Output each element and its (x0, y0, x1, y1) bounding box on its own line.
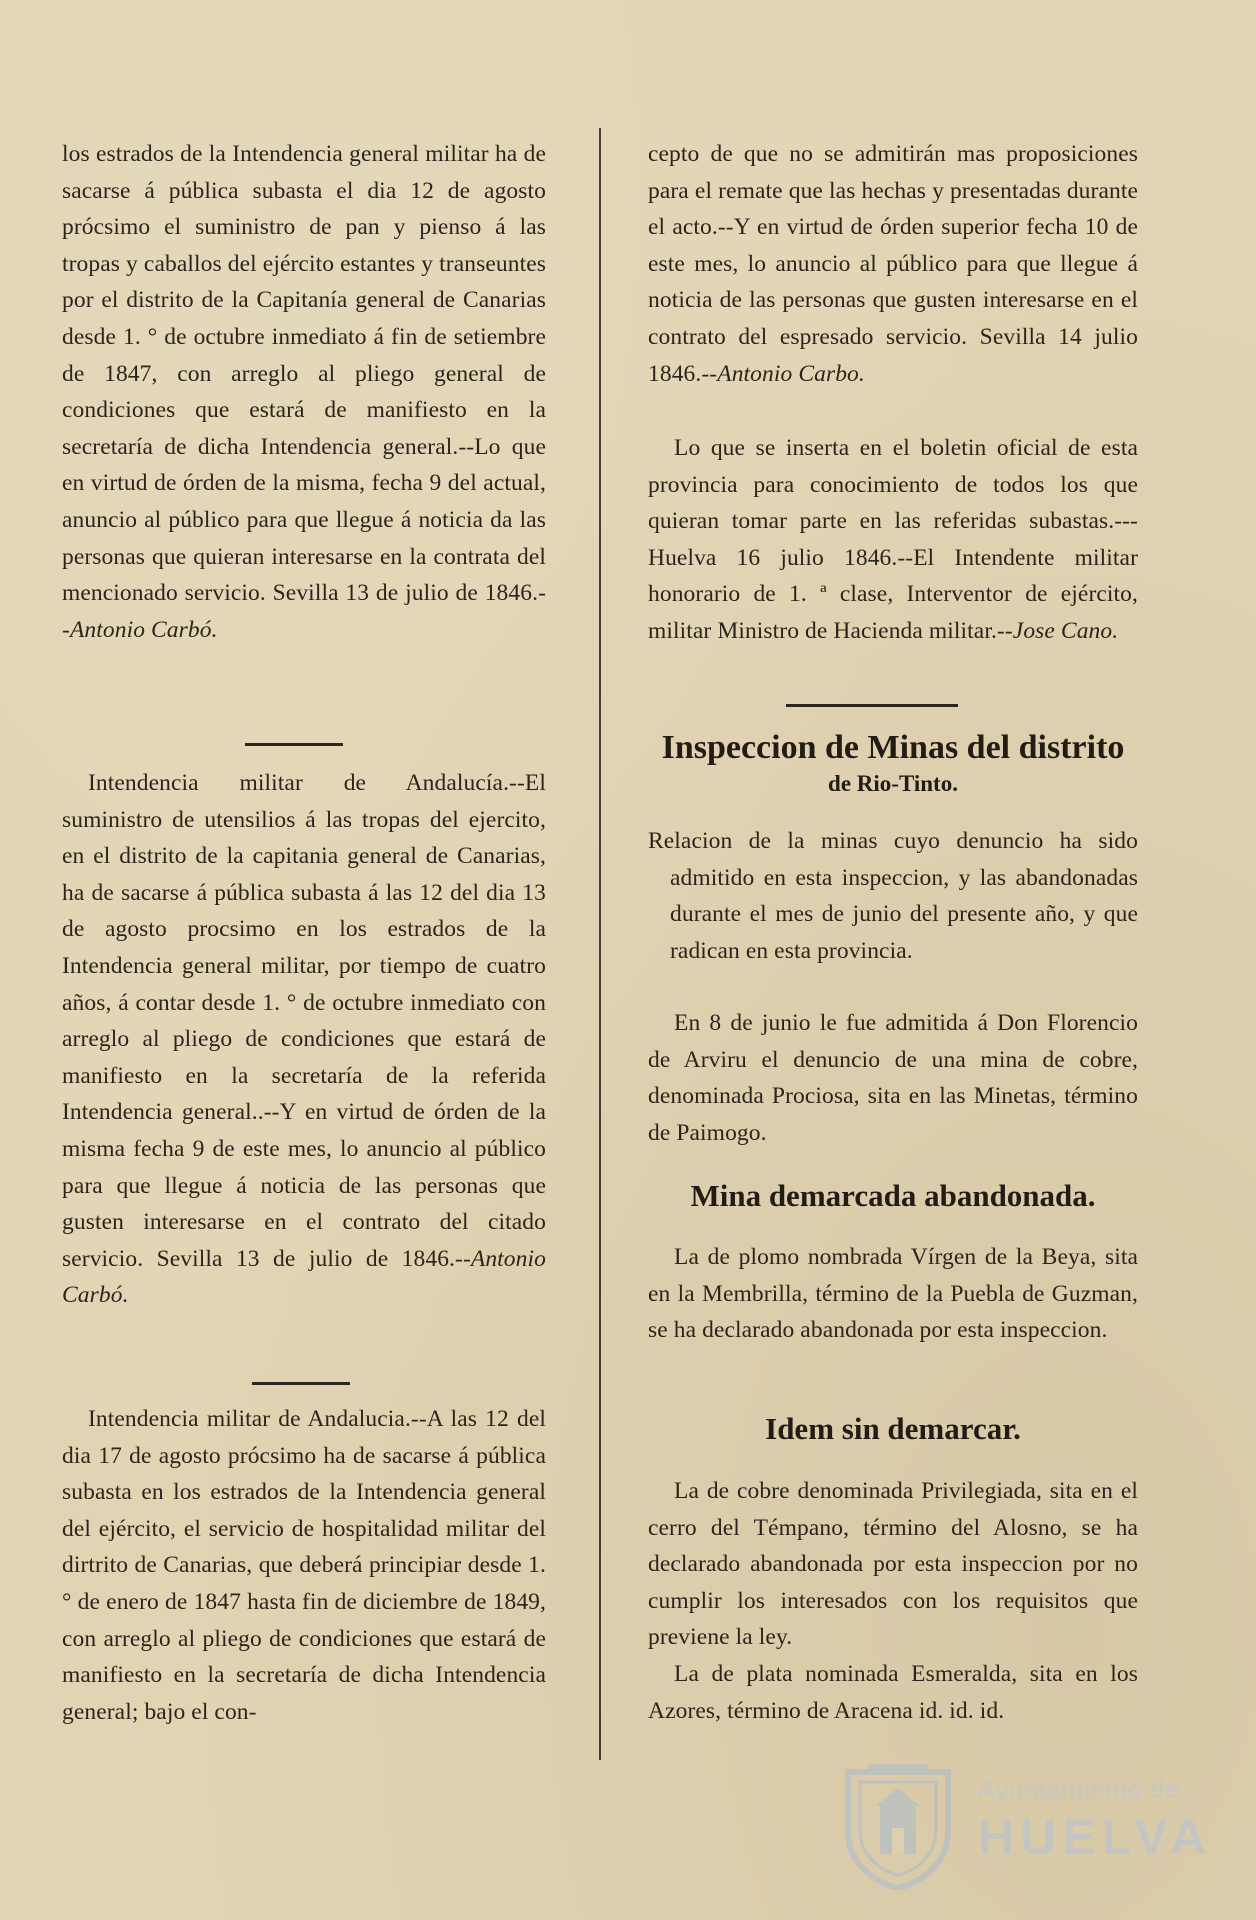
notice-paragraph (62, 136, 546, 648)
left-column (62, 0, 546, 1920)
watermark-title: HUELVA (978, 1809, 1213, 1865)
watermark-subtitle: Ayuntamiento de (978, 1774, 1181, 1804)
section-heading: Inspeccion de Minas del distrito (661, 729, 1125, 766)
section-separator (245, 743, 343, 746)
mine-entry-paragraph: En 8 de junio le fue admitida á Don Florencio de Arviru el denuncio de una mina de cobre, denominada Prociosa, sita en las Minetas, término de Paimogo. (648, 1010, 1138, 1146)
signature: Antonio Carbó. (62, 1245, 546, 1309)
notice-text: Lo que se inserta en el boletin oficial de esta provincia para conocimiento de todos los que quieran tomar parte en las referidas subastas.---Huelva 16 julio 1846.--El Intendente militar honorario de 1. ª clase, Interventor de ejército, militar Ministro de Hacienda militar.-- (648, 435, 1138, 644)
section-subheading: de Rio-Tinto. (828, 771, 958, 796)
section-separator (252, 1382, 350, 1385)
right-column (648, 0, 1138, 1920)
notice-paragraph (648, 136, 1138, 392)
watermark (838, 1762, 1213, 1890)
column-divider (599, 128, 601, 1760)
section-heading: Idem sin demarcar. (765, 1411, 1021, 1446)
mine-entry-paragraph: La de plomo nombrada Vírgen de la Beya, sita en la Membrilla, término de la Puebla de Guzman, se ha declarado abandonada por esta inspeccion. (648, 1244, 1138, 1344)
signature: Antonio Carbó. (69, 616, 218, 643)
notice-text: Intendencia militar de Andalucía.--El suministro de utensilios á las tropas del ejercito, en el distrito de la capitania general de Canarias, ha de sacarse á pública subasta á las 12 del dia 13 de agosto procsimo en los estrados de la Intendencia general militar, por tiempo de cuatro años, á contar desde 1. ° de octubre inmediato con arreglo al pliego de condiciones que estará de manifiesto en la secretaría de la referida Intendencia general..--Y en virtud de órden de la misma fecha 9 de este mes, lo anuncio al público para que llegue á noticia de las personas que gusten interesarse en el contrato del citado servicio. Sevilla 13 de julio de 1846.-- (62, 770, 546, 1272)
notice-paragraph (62, 765, 546, 1314)
notice-paragraph: Intendencia militar de Andalucia.--A las 12 del dia 17 de agosto prócsimo ha de sacarse á pública subasta en los estrados de la Intendencia general del ejército, el servicio de hospitalidad militar del dirtrito de Canarias, que deberá principiar desde 1. ° de enero de 1847 hasta fin de diciembre de 1849, con arreglo al pliego de condiciones que estará de manifiesto en la secretaría de dicha Intendencia general; bajo el con- (62, 1406, 546, 1725)
mines-intro-paragraph: Relacion de la minas cuyo denuncio ha sido admitido en esta inspeccion, y las abandonadas durante el mes de junio del presente año, y que radican en esta provincia. (648, 828, 1138, 964)
mine-entry-paragraph: La de plata nominada Esmeralda, sita en los Azores, término de Aracena id. id. id. (648, 1661, 1138, 1724)
signature: Antonio Carbo. (717, 360, 865, 387)
section-heading: Mina demarcada abandonada. (690, 1178, 1096, 1213)
city-crest-icon (838, 1762, 958, 1890)
notice-text: los estrados de la Intendencia general militar ha de sacarse á pública subasta el dia 12 de agosto prócsimo el suministro de pan y pienso á las tropas y caballos del ejército estantes y transeuntes por el distrito de la Capitanía general de Canarias desde 1. ° de octubre inmediato á fin de setiembre de 1847, con arreglo al pliego general de condiciones que estará de manifiesto en la secretaría de dicha Intendencia general.--Lo que en virtud de órden de la misma, fecha 9 del actual, anuncio al público para que llegue á noticia da las personas que quieran interesarse en la contrata del mencionado servicio. Sevilla 13 de julio de 1846.-- (62, 141, 546, 643)
signature: Jose Cano. (1012, 617, 1119, 644)
notice-text: cepto de que no se admitirán mas proposiciones para el remate que las hechas y presentadas durante el acto.--Y en virtud de órden superior fecha 10 de este mes, lo anuncio al público para que llegue á noticia de las personas que gusten interesarse en el contrato del espresado servicio. Sevilla 14 julio 1846.-- (648, 141, 1138, 387)
notice-paragraph (648, 430, 1138, 650)
section-separator (786, 704, 958, 707)
mine-entry-paragraph: La de cobre denominada Privilegiada, sita en el cerro del Témpano, término del Alosno, se ha declarado abandonada por esta inspeccion por no cumplir los interesados con los requisitos que previene la ley. (648, 1478, 1138, 1651)
